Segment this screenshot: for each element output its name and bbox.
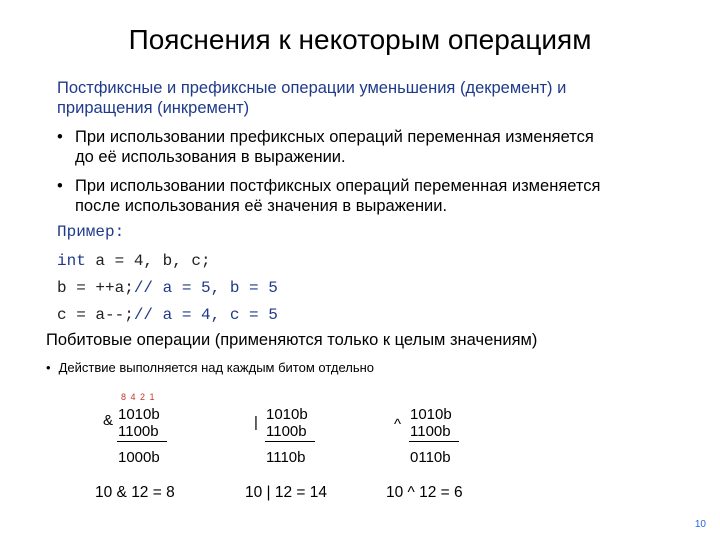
bit-weights: 8 4 2 1 [121,392,156,402]
intro-line-1: Постфиксные и префиксные операции уменьшения (декремент) и [57,79,567,97]
code-line-3-code: c = a--; [57,306,134,324]
bullet-postfix-line-2: после использования её значения в выражении. [75,197,448,215]
or-operand-a: 1010b [266,406,308,423]
intro-line-2: приращения (инкремент) [57,99,250,117]
bitwise-note [46,360,374,375]
xor-result-line [409,441,459,442]
and-symbol: & [103,412,114,429]
code-line-2 [57,279,278,297]
and-result: 1000b [118,449,160,466]
xor-equation: 10 ^ 12 = 6 [386,484,463,501]
and-result-line [117,441,167,442]
bullet-icon: • [57,128,63,146]
example-label: Пример: [57,223,125,241]
slide-title: Пояснения к некоторым операциям [128,24,592,55]
or-result-line [265,441,315,442]
code-line-2-code: b = ++a; [57,279,134,297]
bitwise-note-text: Действие выполняется над каждым битом отдельно [58,360,375,375]
bitwise-title: Побитовые операции (применяются только к целым значениям) [46,331,538,349]
or-operand-b: 1100b [266,423,307,440]
xor-operand-b: 1100b [410,423,451,440]
or-symbol: | [254,414,258,431]
or-result: 1110b [266,449,306,466]
and-equation: 10 & 12 = 8 [95,484,175,501]
code-line-2-comment: // a = 5, b = 5 [133,279,278,297]
xor-operand-a: 1010b [410,406,452,423]
bullet-icon: • [46,360,51,375]
bullet-icon: • [57,177,63,195]
code-line-3 [57,306,278,324]
intro-text [57,78,566,118]
code-line-1-rest: a = 4, b, c; [85,252,211,270]
bullet-prefix-line-1: При использовании префиксных операций переменная изменяется [75,128,594,146]
or-equation: 10 | 12 = 14 [245,484,328,501]
xor-symbol: ^ [394,416,402,433]
bullet-postfix-line-1: При использовании постфиксных операций переменная изменяется [75,177,601,195]
code-keyword: int [57,252,86,270]
and-operand-a: 1010b [118,406,160,423]
code-line-1 [57,252,211,270]
code-line-3-comment: // a = 4, c = 5 [133,306,278,324]
page-number: 10 [694,519,706,530]
and-operand-b: 1100b [118,423,159,440]
xor-result: 0110b [410,449,451,466]
bullet-prefix-line-2: до её использования в выражении. [75,148,346,166]
